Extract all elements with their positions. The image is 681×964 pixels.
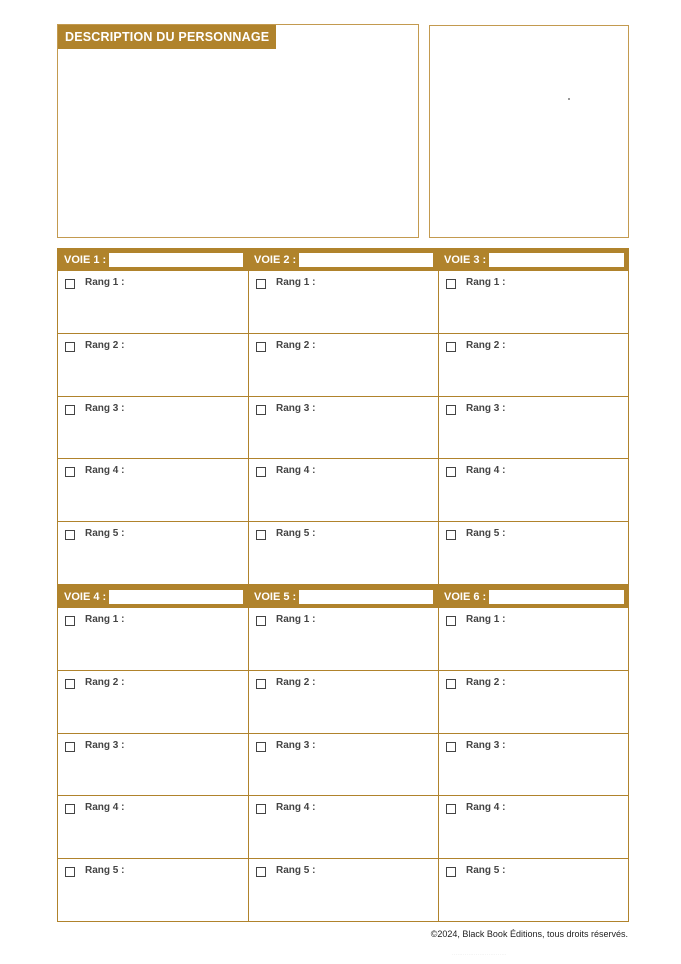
voies-grid-top xyxy=(57,248,629,585)
rang-row[interactable] xyxy=(439,271,628,333)
voie-2-name-input[interactable] xyxy=(299,253,433,267)
rang-checkbox[interactable] xyxy=(256,679,266,689)
rang-checkbox[interactable] xyxy=(65,616,75,626)
rang-checkbox[interactable] xyxy=(65,342,75,352)
rang-label: Rang 2 : xyxy=(276,340,316,351)
voie-2-column xyxy=(248,271,439,584)
rang-row[interactable] xyxy=(249,858,439,921)
rang-checkbox[interactable] xyxy=(256,530,266,540)
rang-checkbox[interactable] xyxy=(65,867,75,877)
rang-label: Rang 1 : xyxy=(276,614,316,625)
rang-checkbox[interactable] xyxy=(446,279,456,289)
voie-5-name-input[interactable] xyxy=(299,590,433,604)
voie-5-column xyxy=(248,608,439,921)
rang-checkbox[interactable] xyxy=(65,742,75,752)
rang-label: Rang 3 : xyxy=(276,740,316,751)
rang-label: Rang 2 : xyxy=(85,340,125,351)
rang-checkbox[interactable] xyxy=(65,679,75,689)
rang-row[interactable] xyxy=(249,521,439,584)
rang-checkbox[interactable] xyxy=(65,467,75,477)
rang-row[interactable] xyxy=(439,858,628,921)
rang-row[interactable] xyxy=(249,396,439,458)
rang-row[interactable] xyxy=(249,458,439,521)
rang-label: Rang 3 : xyxy=(276,403,316,414)
rang-label: Rang 1 : xyxy=(276,277,316,288)
character-description-box[interactable] xyxy=(57,24,419,238)
rang-checkbox[interactable] xyxy=(256,616,266,626)
rang-row[interactable] xyxy=(439,333,628,396)
copyright-footer: ©2024, Black Book Éditions, tous droits réservés. xyxy=(430,929,628,939)
voie-label: VOIE 3 : xyxy=(444,254,487,266)
rang-row[interactable] xyxy=(439,458,628,521)
rang-row[interactable] xyxy=(58,271,248,333)
rang-checkbox[interactable] xyxy=(446,867,456,877)
fine-print: ······························ xyxy=(452,952,507,957)
rang-row[interactable] xyxy=(439,670,628,733)
voie-6-column xyxy=(438,608,628,921)
rang-label: Rang 1 : xyxy=(85,614,125,625)
stray-mark xyxy=(568,98,570,100)
voie-label: VOIE 4 : xyxy=(64,591,107,603)
voie-4-column xyxy=(58,608,248,921)
rang-row[interactable] xyxy=(439,396,628,458)
rang-row[interactable] xyxy=(249,733,439,795)
rang-checkbox[interactable] xyxy=(446,467,456,477)
rang-row[interactable] xyxy=(439,795,628,858)
rang-row[interactable] xyxy=(249,670,439,733)
rang-label: Rang 5 : xyxy=(466,865,506,876)
rang-label: Rang 3 : xyxy=(466,403,506,414)
voie-4-name-input[interactable] xyxy=(109,590,243,604)
voie-3-column xyxy=(438,271,628,584)
rang-label: Rang 4 : xyxy=(276,465,316,476)
voies-header-bar xyxy=(58,586,628,608)
voie-5-header xyxy=(248,586,438,608)
rang-label: Rang 5 : xyxy=(276,528,316,539)
rang-checkbox[interactable] xyxy=(256,742,266,752)
rang-label: Rang 5 : xyxy=(85,528,125,539)
rang-checkbox[interactable] xyxy=(446,679,456,689)
rang-label: Rang 4 : xyxy=(85,802,125,813)
rang-label: Rang 4 : xyxy=(466,465,506,476)
rang-checkbox[interactable] xyxy=(65,804,75,814)
voie-label: VOIE 6 : xyxy=(444,591,487,603)
rang-row[interactable] xyxy=(58,458,248,521)
rang-label: Rang 4 : xyxy=(276,802,316,813)
rang-row[interactable] xyxy=(439,608,628,670)
rang-checkbox[interactable] xyxy=(446,530,456,540)
voie-1-header xyxy=(58,249,248,271)
voie-4-header xyxy=(58,586,248,608)
rang-checkbox[interactable] xyxy=(256,405,266,415)
description-title: DESCRIPTION DU PERSONNAGE xyxy=(58,25,276,49)
rang-label: Rang 2 : xyxy=(85,677,125,688)
rang-label: Rang 3 : xyxy=(85,740,125,751)
rang-label: Rang 1 : xyxy=(466,614,506,625)
voie-1-name-input[interactable] xyxy=(109,253,243,267)
rang-row[interactable] xyxy=(439,733,628,795)
rang-checkbox[interactable] xyxy=(446,405,456,415)
rang-row[interactable] xyxy=(58,733,248,795)
rang-checkbox[interactable] xyxy=(65,530,75,540)
rang-checkbox[interactable] xyxy=(65,279,75,289)
voie-1-column xyxy=(58,271,248,584)
portrait-box[interactable] xyxy=(429,25,629,238)
voies-grid-bottom xyxy=(57,585,629,922)
voie-6-header xyxy=(438,586,627,608)
rang-row[interactable] xyxy=(58,795,248,858)
rang-row[interactable] xyxy=(58,608,248,670)
rang-checkbox[interactable] xyxy=(65,405,75,415)
rang-label: Rang 2 : xyxy=(466,340,506,351)
rang-label: Rang 5 : xyxy=(85,865,125,876)
rang-label: Rang 5 : xyxy=(276,865,316,876)
rang-row[interactable] xyxy=(249,333,439,396)
rang-row[interactable] xyxy=(249,608,439,670)
rang-checkbox[interactable] xyxy=(446,804,456,814)
rang-row[interactable] xyxy=(249,271,439,333)
rang-checkbox[interactable] xyxy=(256,279,266,289)
rang-label: Rang 3 : xyxy=(466,740,506,751)
rang-label: Rang 1 : xyxy=(85,277,125,288)
rang-checkbox[interactable] xyxy=(446,342,456,352)
rang-label: Rang 4 : xyxy=(85,465,125,476)
rang-row[interactable] xyxy=(58,858,248,921)
rang-checkbox[interactable] xyxy=(256,467,266,477)
rang-checkbox[interactable] xyxy=(256,342,266,352)
rang-row[interactable] xyxy=(58,396,248,458)
rang-row[interactable] xyxy=(58,521,248,584)
rang-checkbox[interactable] xyxy=(446,742,456,752)
rang-checkbox[interactable] xyxy=(256,867,266,877)
rang-checkbox[interactable] xyxy=(446,616,456,626)
voie-3-name-input[interactable] xyxy=(489,253,624,267)
rang-row[interactable] xyxy=(439,521,628,584)
voie-label: VOIE 5 : xyxy=(254,591,297,603)
rang-label: Rang 1 : xyxy=(466,277,506,288)
rang-row[interactable] xyxy=(58,333,248,396)
voie-label: VOIE 2 : xyxy=(254,254,297,266)
voie-6-name-input[interactable] xyxy=(489,590,624,604)
voie-2-header xyxy=(248,249,438,271)
voie-label: VOIE 1 : xyxy=(64,254,107,266)
rang-label: Rang 5 : xyxy=(466,528,506,539)
voies-header-bar xyxy=(58,249,628,271)
rang-row[interactable] xyxy=(58,670,248,733)
rang-checkbox[interactable] xyxy=(256,804,266,814)
rang-label: Rang 2 : xyxy=(276,677,316,688)
rang-row[interactable] xyxy=(249,795,439,858)
rang-label: Rang 2 : xyxy=(466,677,506,688)
rang-label: Rang 3 : xyxy=(85,403,125,414)
rang-label: Rang 4 : xyxy=(466,802,506,813)
voie-3-header xyxy=(438,249,627,271)
